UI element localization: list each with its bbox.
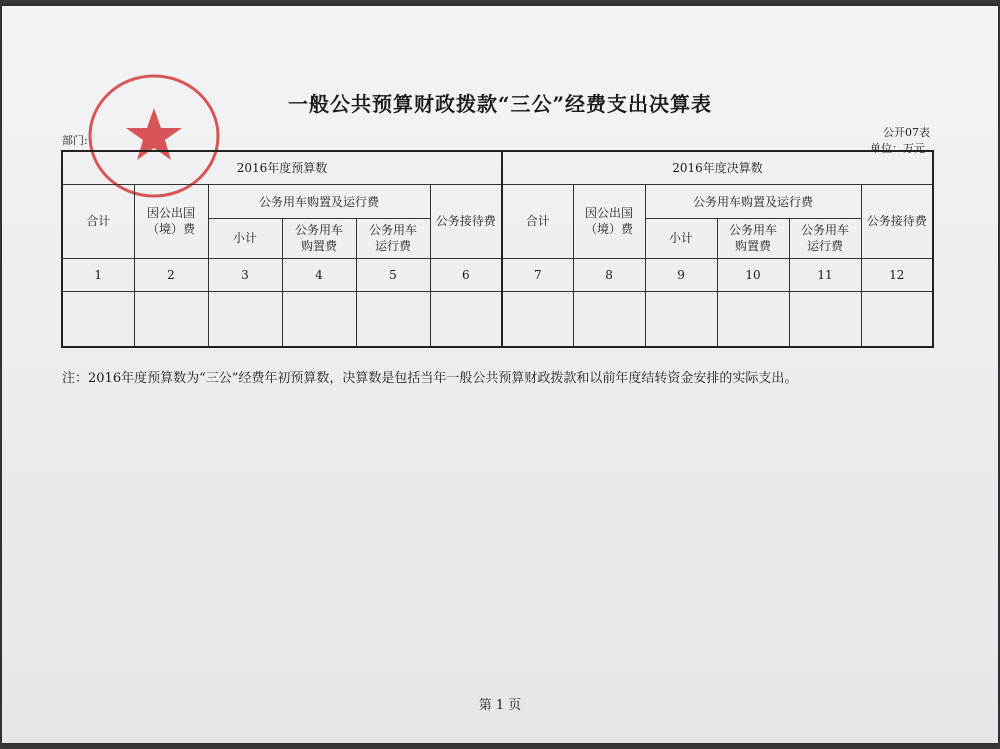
vehicle-operation-line2: 运行费 <box>374 239 411 254</box>
vehicle-purchase-line1: 公务用车 <box>729 223 778 238</box>
department-label: 部门: <box>62 134 88 147</box>
column-number: 1 <box>62 258 134 291</box>
vehicle-purchase-line1: 公务用车 <box>294 223 343 238</box>
column-number: 8 <box>573 258 645 291</box>
column-number: 6 <box>430 258 502 291</box>
column-number: 11 <box>789 258 861 291</box>
data-cell <box>356 291 430 347</box>
column-number: 10 <box>717 258 789 291</box>
budget-subtotal-header: 小计 <box>208 219 282 258</box>
column-number: 12 <box>861 258 933 291</box>
budget-reception-header: 公务接待费 <box>430 184 502 258</box>
vehicle-operation-line1: 公务用车 <box>368 223 417 238</box>
budget-header: 2016年度预算数 <box>62 151 502 184</box>
data-cell <box>717 291 789 347</box>
column-number: 3 <box>208 258 282 291</box>
column-number: 5 <box>356 258 430 291</box>
empty-data-row <box>62 291 933 347</box>
abroad-label-line2: （境）费 <box>146 222 195 237</box>
final-vehicle-group-header: 公务用车购置及运行费 <box>645 184 861 218</box>
data-cell <box>861 291 933 347</box>
page-number: 第 1 页 <box>478 698 522 713</box>
data-cell <box>134 291 208 347</box>
final-header: 2016年度决算数 <box>502 151 933 184</box>
column-number: 2 <box>134 258 208 291</box>
form-number: 公开07表 <box>883 126 930 139</box>
data-cell <box>62 291 134 347</box>
abroad-label-line2: （境）费 <box>585 222 634 237</box>
abroad-label-line1: 因公出国 <box>585 206 634 221</box>
budget-vehicle-purchase-header <box>282 219 356 258</box>
budget-vehicle-operation-header <box>356 219 430 258</box>
final-abroad-header <box>573 184 645 258</box>
final-reception-header: 公务接待费 <box>861 184 933 258</box>
final-vehicle-purchase-header <box>717 219 789 258</box>
data-cell <box>645 291 717 347</box>
data-cell <box>208 291 282 347</box>
vehicle-purchase-line2: 购置费 <box>735 239 772 254</box>
data-cell <box>502 291 573 347</box>
column-number-row <box>62 258 933 291</box>
unit-label: 单位：万元 <box>870 142 925 155</box>
column-number: 9 <box>645 258 717 291</box>
final-total-header: 合计 <box>502 184 573 258</box>
budget-vehicle-group-header: 公务用车购置及运行费 <box>208 184 430 218</box>
data-cell <box>573 291 645 347</box>
data-cell <box>789 291 861 347</box>
vehicle-operation-line2: 运行费 <box>807 239 844 254</box>
table-row <box>62 151 933 184</box>
column-number: 4 <box>282 258 356 291</box>
abroad-label-line1: 因公出国 <box>146 206 195 221</box>
data-cell <box>430 291 502 347</box>
page-title: 一般公共预算财政拨款“三公”经费支出决算表 <box>287 92 712 116</box>
expenditure-table <box>61 150 934 348</box>
final-vehicle-operation-header <box>789 219 861 258</box>
vehicle-purchase-line2: 购置费 <box>300 239 337 254</box>
column-number: 7 <box>502 258 573 291</box>
budget-abroad-header <box>134 184 208 258</box>
footnote: 注：2016年度预算数为“三公”经费年初预算数，决算数是包括当年一般公共预算财政拨款和以前年度结转资金安排的实际支出。 <box>62 371 798 386</box>
table-row <box>62 184 933 218</box>
data-cell <box>282 291 356 347</box>
budget-total-header: 合计 <box>62 184 134 258</box>
final-subtotal-header: 小计 <box>645 219 717 258</box>
vehicle-operation-line1: 公务用车 <box>801 223 850 238</box>
